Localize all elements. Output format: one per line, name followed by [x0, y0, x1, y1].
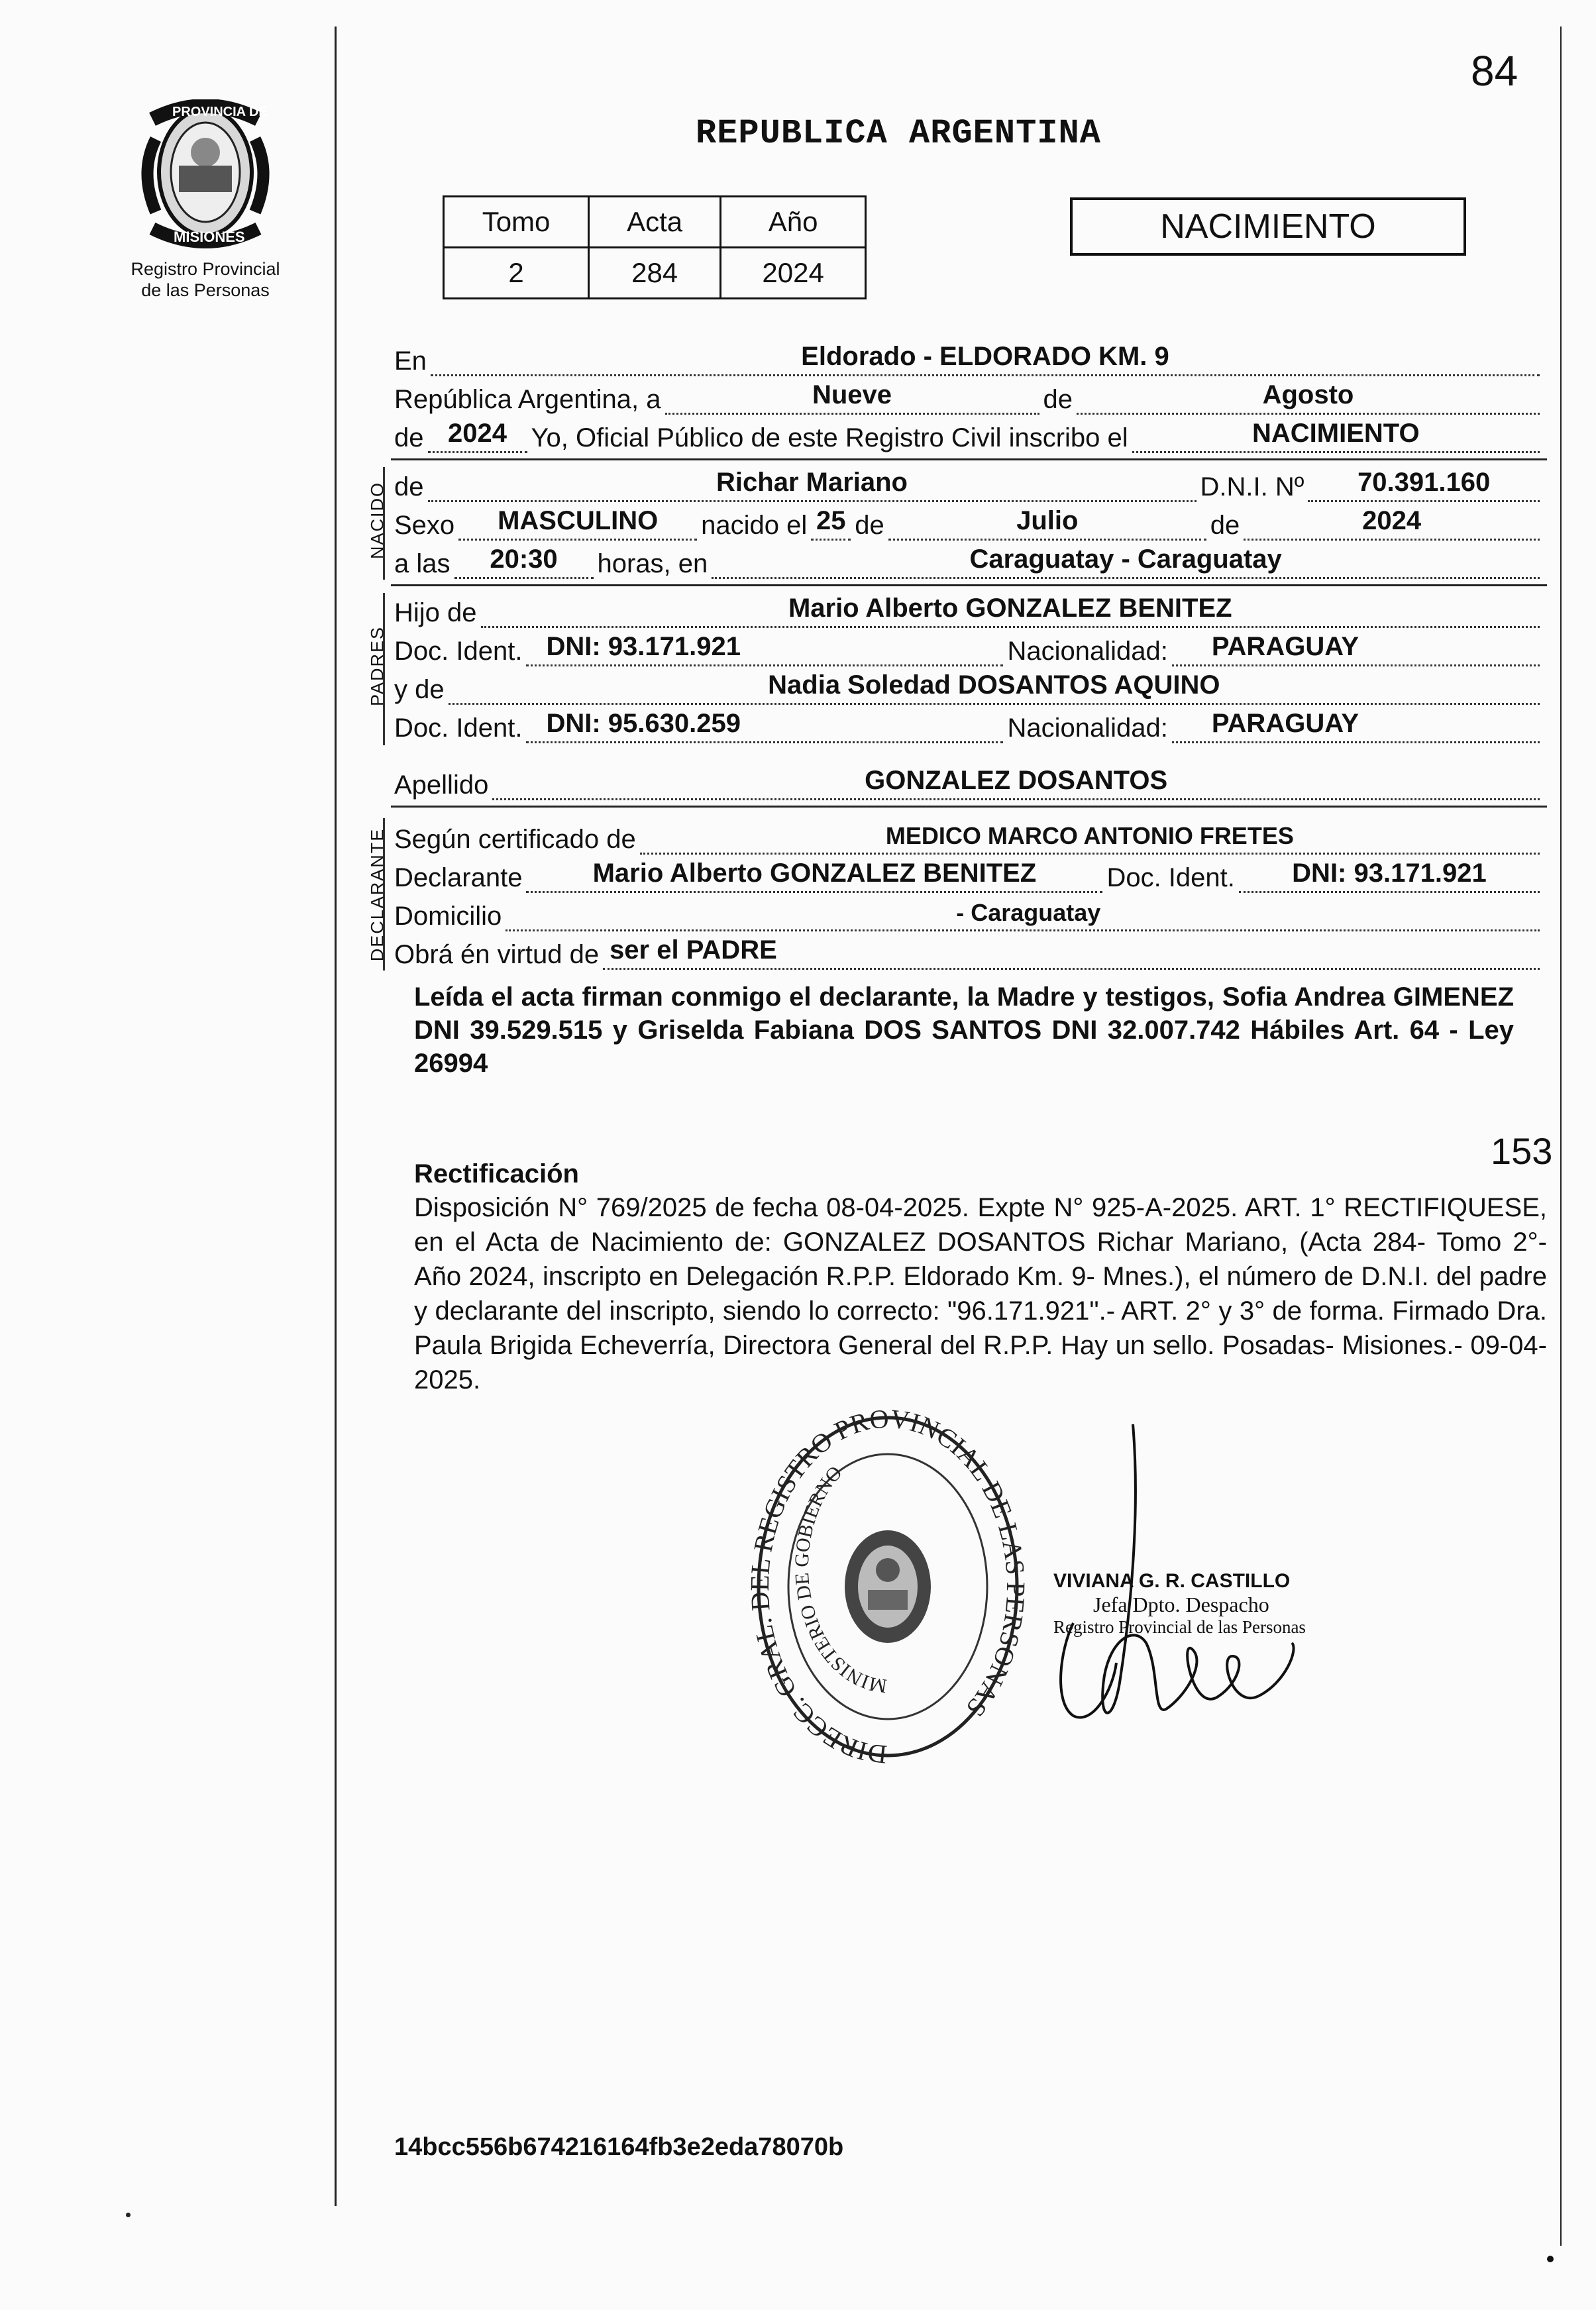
en-field	[431, 342, 1540, 376]
apellido-field	[492, 766, 1540, 800]
de-anio-label: de	[394, 423, 424, 452]
row-sexo	[394, 502, 1544, 541]
declarante-doc-field	[1239, 859, 1540, 893]
republica-label: República Argentina, a	[394, 385, 661, 414]
de-nac-mes-label: de	[855, 511, 884, 540]
madre-doc-field	[526, 709, 1003, 743]
logo-text-bottom: MISIONES	[174, 229, 245, 245]
rectificacion-title: Rectificación	[414, 1159, 579, 1188]
separator-2	[391, 584, 1547, 586]
registry-label-line2: de las Personas	[141, 280, 270, 300]
madre-nac-field	[1172, 709, 1540, 743]
obra-label: Obrá én virtud de	[394, 940, 600, 969]
side-label-declarante: DECLARANTE	[367, 827, 388, 962]
separator-3	[391, 806, 1547, 808]
hijo-de-label: Hijo de	[394, 598, 477, 627]
speck	[1547, 2256, 1554, 2262]
tomo-header: Tomo	[444, 197, 589, 248]
padre-doc-label: Doc. Ident.	[394, 637, 523, 666]
de-nac-anio-label: de	[1210, 511, 1240, 540]
registry-label-line1: Registro Provincial	[131, 259, 280, 279]
record-type-box: NACIMIENTO	[1070, 197, 1466, 256]
horas-en-label: horas, en	[597, 549, 708, 578]
row-padre-doc	[394, 628, 1544, 666]
dia-value: Nueve	[812, 380, 892, 409]
nombre-value: Richar Mariano	[716, 468, 908, 497]
lugar-value: Caraguatay - Caraguatay	[969, 545, 1282, 574]
nac-anio-field	[1244, 506, 1540, 541]
madre-field	[449, 670, 1540, 705]
row-nombre	[394, 464, 1544, 502]
record-table-header-row	[444, 197, 866, 248]
closing-text: Leída el acta firman conmigo el declarante, la Madre y testigos, Sofia Andrea GIMENEZ DNI 39.529.515 y Griselda Fabiana DOS SANTOS DNI 32.007.742 Hábiles Art. 64 - Ley 26994	[414, 982, 1514, 1078]
madre-doc-value: DNI: 95.630.259	[546, 709, 741, 738]
sexo-value: MASCULINO	[498, 506, 659, 535]
signature-stamp-line3: Registro Provincial de las Personas	[1053, 1617, 1306, 1637]
side-label-nacido: NACIDO	[367, 482, 388, 560]
a-las-label: a las	[394, 549, 451, 578]
dni-field	[1308, 468, 1540, 502]
record-table-value-row	[444, 248, 866, 299]
apellido-label: Apellido	[394, 770, 489, 800]
row-obra	[394, 931, 1544, 970]
dni-label: D.N.I. Nº	[1200, 472, 1304, 501]
separator-1	[391, 458, 1547, 460]
number-153: 153	[1491, 1130, 1553, 1172]
madre-value: Nadia Soledad DOSANTOS AQUINO	[768, 670, 1220, 700]
rectificacion-body: Disposición N° 769/2025 de fecha 08-04-2025. Expte N° 925-A-2025. ART. 1° RECTIFIQUESE, en el Acta de Nacimiento de: GONZALEZ DOSANTOS Richar Mariano, (Acta 284- Tomo 2°- Año 2024, inscripto en Delegación R.P.P. Eldorado Km. 9- Mnes.), el número de D.N.I. del padre y declarante del inscripto, siendo lo correcto: "96.171.921".- ART. 2° y 3° de forma. Firmado Dra. Paula Brigida Echeverría, Directora General del R.P.P. Hay un sello. Posadas- Misiones.- 09-04-2025.	[414, 1193, 1547, 1394]
nac-mes-field	[888, 506, 1206, 541]
nacido-el-label: nacido el	[701, 511, 808, 540]
sexo-field	[458, 506, 697, 541]
nac-dia-value: 25	[816, 506, 846, 535]
padre-nac-value: PARAGUAY	[1211, 632, 1359, 661]
de-nombre-label: de	[394, 472, 424, 501]
tomo-value: 2	[444, 248, 589, 299]
nombre-field	[428, 468, 1197, 502]
domicilio-field	[505, 899, 1540, 931]
seal-inner-path: MINISTERIO DE GOBIERNO	[790, 1461, 889, 1697]
padre-doc-value: DNI: 93.171.921	[546, 632, 741, 661]
declarante-value: Mario Alberto GONZALEZ BENITEZ	[592, 859, 1037, 888]
mes-value: Agosto	[1262, 380, 1354, 409]
nac-anio-value: 2024	[1362, 506, 1422, 535]
anio-value: 2024	[448, 419, 507, 448]
en-label: En	[394, 346, 427, 376]
speck	[126, 2213, 131, 2217]
nac-mes-value: Julio	[1016, 506, 1079, 535]
sexo-label: Sexo	[394, 511, 455, 540]
dia-field	[665, 380, 1039, 415]
de-mes-label: de	[1043, 385, 1073, 414]
logo-text-top: PROVINCIA DE	[172, 105, 268, 119]
tipo-value: NACIMIENTO	[1252, 419, 1420, 448]
nac-dia-field	[811, 506, 851, 541]
province-logo	[126, 99, 285, 252]
page-number: 84	[1471, 47, 1518, 95]
signature-stamp	[1053, 1570, 1398, 1638]
row-hora	[394, 541, 1544, 579]
dni-value: 70.391.160	[1357, 468, 1491, 497]
row-domicilio	[394, 893, 1544, 931]
seal-outer-path: DIRECC. GRAL. REGISTRO PROVINCIAL DE LA RSONAS	[749, 1403, 1027, 1770]
certificado-label: Según certificado de	[394, 825, 636, 854]
row-madre	[394, 666, 1544, 705]
padre-field	[481, 594, 1540, 628]
side-label-padres: PADRES	[367, 625, 388, 707]
certificado-field	[640, 822, 1540, 855]
padre-doc-field	[526, 632, 1003, 666]
anio-header: Año	[721, 197, 866, 248]
row-en	[394, 338, 1544, 376]
declarante-label: Declarante	[394, 863, 523, 892]
hora-value: 20:30	[490, 545, 558, 574]
lugar-field	[712, 545, 1540, 579]
apellido-value: GONZALEZ DOSANTOS	[865, 766, 1168, 795]
signature-stamp-line2: Jefa Dpto. Despacho	[1093, 1593, 1269, 1616]
en-value: Eldorado - ELDORADO KM. 9	[801, 342, 1169, 371]
signature-stamp-line1: VIVIANA G. R. CASTILLO	[1053, 1570, 1291, 1592]
row-madre-doc	[394, 705, 1544, 743]
madre-nac-label: Nacionalidad:	[1007, 713, 1168, 743]
oficial-text: Yo, Oficial Público de este Registro Civil inscribo el	[531, 423, 1128, 452]
tipo-field	[1132, 419, 1540, 453]
mes-field	[1077, 380, 1540, 415]
left-margin-line	[335, 26, 337, 2206]
madre-doc-label: Doc. Ident.	[394, 713, 523, 743]
row-certificado	[394, 816, 1544, 855]
padre-nac-label: Nacionalidad:	[1007, 637, 1168, 666]
certificado-value: MEDICO MARCO ANTONIO FRETES	[885, 822, 1294, 849]
country-title: REPUBLICA ARGENTINA	[696, 114, 1101, 153]
document-hash: 14bcc556b674216164fb3e2eda78070b	[394, 2133, 844, 2161]
declarante-doc-value: DNI: 93.171.921	[1292, 859, 1487, 888]
y-de-label: y de	[394, 675, 445, 704]
registry-label	[119, 258, 292, 301]
declarante-field	[526, 859, 1102, 893]
hora-field	[454, 545, 594, 579]
row-declarante	[394, 855, 1544, 893]
acta-value: 284	[589, 248, 721, 299]
declarante-doc-label: Doc. Ident.	[1106, 863, 1235, 892]
record-table	[443, 195, 867, 299]
padre-value: Mario Alberto GONZALEZ BENITEZ	[788, 594, 1232, 623]
row-anio	[394, 415, 1544, 453]
row-padre	[394, 590, 1544, 628]
madre-nac-value: PARAGUAY	[1211, 709, 1359, 738]
row-apellido	[394, 762, 1544, 800]
obra-value: ser el PADRE	[610, 935, 777, 965]
acta-header: Acta	[589, 197, 721, 248]
obra-field	[603, 935, 1540, 970]
domicilio-value: - Caraguatay	[956, 899, 1101, 926]
anio-value: 2024	[721, 248, 866, 299]
domicilio-label: Domicilio	[394, 902, 502, 931]
anio-field	[428, 419, 527, 453]
official-seal	[749, 1401, 1027, 1772]
padre-nac-field	[1172, 632, 1540, 666]
right-margin-line	[1560, 26, 1562, 2246]
row-republica	[394, 376, 1544, 415]
